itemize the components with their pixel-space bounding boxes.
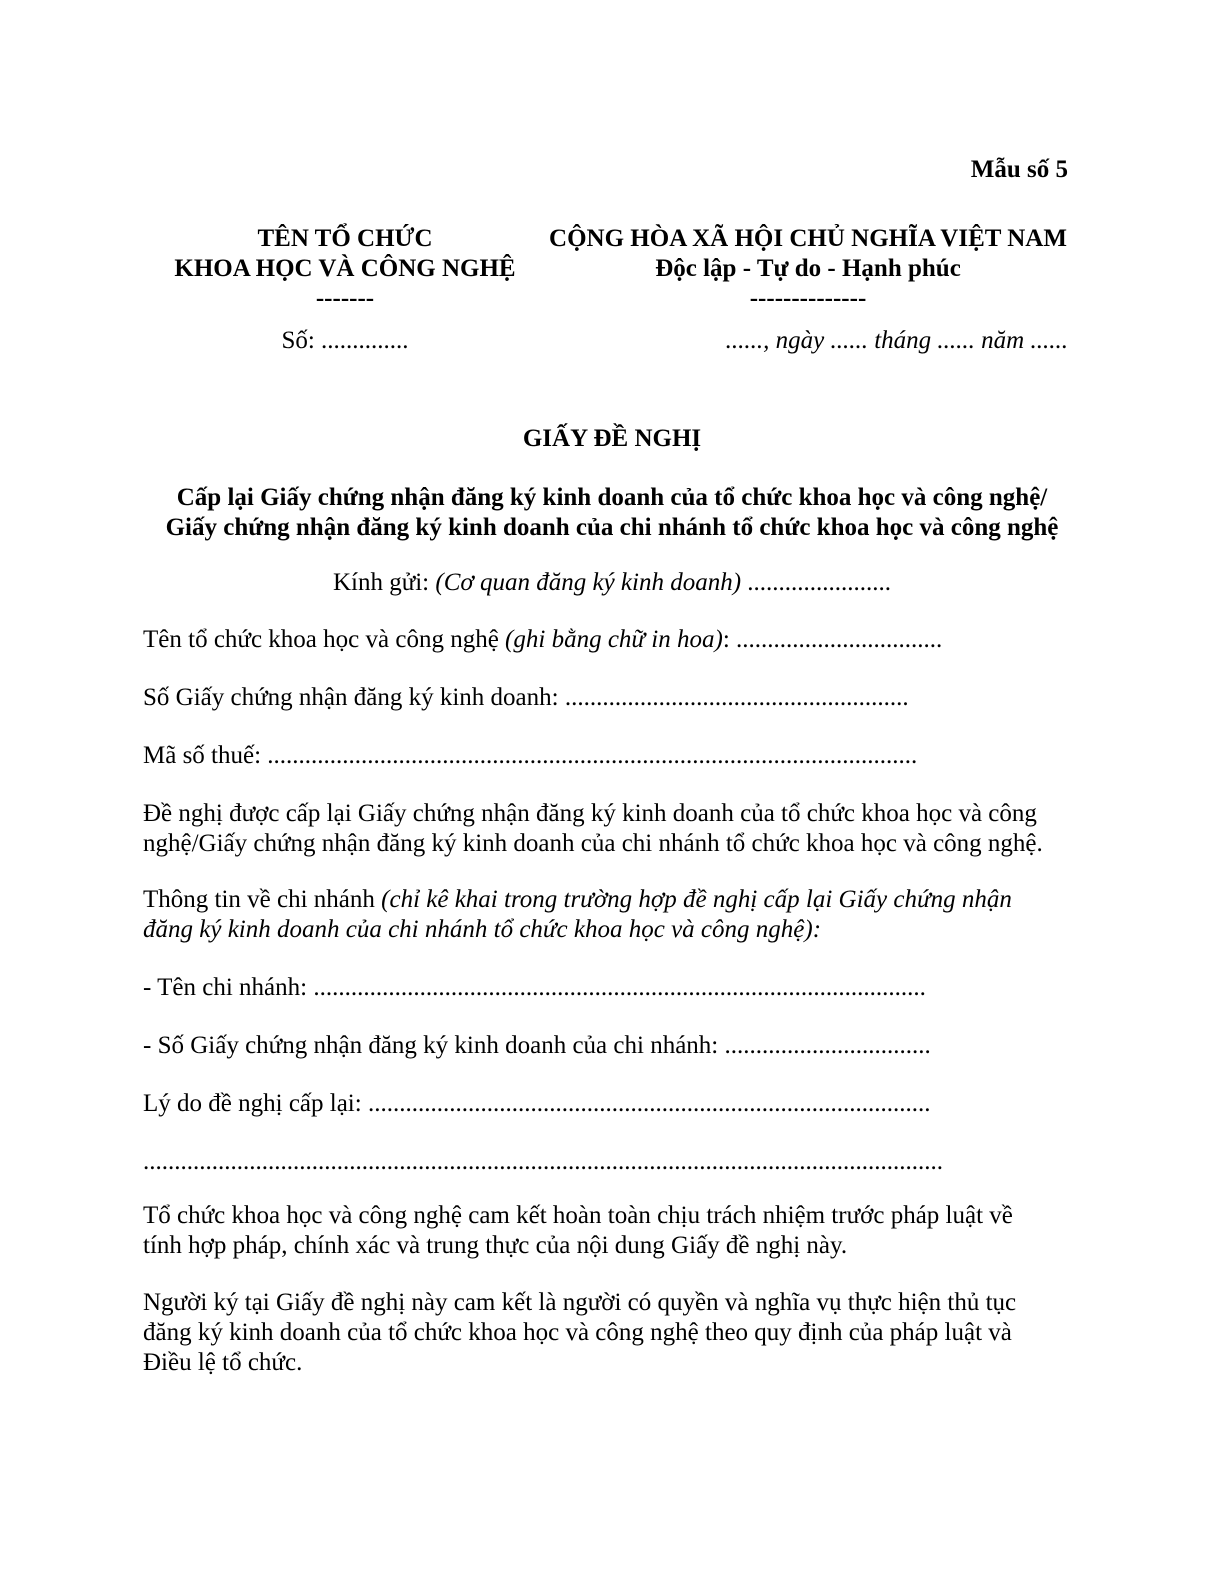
org-name-field bbox=[143, 625, 1083, 655]
commitment-paragraph-2 bbox=[143, 1288, 1083, 1378]
addressee bbox=[0, 568, 1224, 598]
date-line: ......, ngày ...... tháng ...... năm ...... bbox=[725, 327, 1068, 354]
reason-dots-line: ................................................................................................................................ bbox=[143, 1148, 943, 1175]
org-header-divider: ------- bbox=[315, 285, 375, 312]
branch-info-paragraph bbox=[143, 885, 1083, 945]
branch-info-note-1: (chỉ kê khai trong trường hợp đề nghị cấp lại Giấy chứng nhận bbox=[381, 886, 1012, 913]
addressee-label: Kính gửi: bbox=[332, 569, 436, 596]
branch-info-note-2: đăng ký kinh doanh của chi nhánh tổ chức khoa học và công nghệ): bbox=[143, 916, 822, 943]
org-name-dots: : ................................. bbox=[722, 626, 943, 653]
subtitle-line2: Giấy chứng nhận đăng ký kinh doanh của chi nhánh tổ chức khoa học và công nghệ bbox=[165, 514, 1059, 541]
branch-name-field: - Tên chi nhánh: .................................................................................................. bbox=[143, 974, 926, 1001]
addressee-note: (Cơ quan đăng ký kinh doanh) bbox=[435, 569, 742, 596]
org-header-line1: TÊN TỔ CHỨC bbox=[257, 225, 433, 252]
org-header-line2: KHOA HỌC VÀ CÔNG NGHỆ bbox=[174, 255, 516, 282]
commitment1-line2: tính hợp pháp, chính xác và trung thực của nội dung Giấy đề nghị này. bbox=[143, 1232, 848, 1259]
commitment1-line1: Tổ chức khoa học và công nghệ cam kết hoàn toàn chịu trách nhiệm trước pháp luật về bbox=[143, 1202, 1013, 1229]
national-title: CỘNG HÒA XÃ HỘI CHỦ NGHĨA VIỆT NAM bbox=[549, 225, 1067, 252]
document-number: Số: .............. bbox=[281, 327, 409, 354]
commitment-paragraph-1 bbox=[143, 1201, 1083, 1261]
national-header bbox=[518, 224, 1098, 314]
tax-code-field: Mã số thuế: ........................................................................................................ bbox=[143, 742, 918, 769]
subtitle-line1: Cấp lại Giấy chứng nhận đăng ký kinh doanh của tổ chức khoa học và công nghệ/ bbox=[176, 484, 1048, 511]
branch-info-label: Thông tin về chi nhánh bbox=[143, 886, 382, 913]
org-name-label: Tên tổ chức khoa học và công nghệ bbox=[143, 626, 506, 653]
org-name-note: (ghi bằng chữ in hoa) bbox=[505, 626, 723, 653]
national-motto: Độc lập - Tự do - Hạnh phúc bbox=[655, 255, 961, 282]
commitment2-line2: đăng ký kinh doanh của tổ chức khoa học và công nghệ theo quy định của pháp luật và bbox=[143, 1319, 1012, 1346]
commitment2-line3: Điều lệ tổ chức. bbox=[143, 1349, 303, 1376]
cert-number-field: Số Giấy chứng nhận đăng ký kinh doanh: ....................................................... bbox=[143, 684, 909, 711]
request-line1: Đề nghị được cấp lại Giấy chứng nhận đăng ký kinh doanh của tổ chức khoa học và công bbox=[143, 800, 1037, 827]
reason-field: Lý do đề nghị cấp lại: .......................................................................................... bbox=[143, 1090, 931, 1117]
request-line2: nghệ/Giấy chứng nhận đăng ký kinh doanh của chi nhánh tổ chức khoa học và công nghệ. bbox=[143, 830, 1043, 857]
addressee-dots: ....................... bbox=[741, 569, 892, 596]
request-paragraph bbox=[143, 799, 1083, 859]
national-divider: -------------- bbox=[749, 285, 867, 312]
branch-cert-number-field: - Số Giấy chứng nhận đăng ký kinh doanh của chi nhánh: ................................. bbox=[143, 1032, 931, 1059]
form-number: Mẫu số 5 bbox=[970, 156, 1068, 183]
document-subtitle bbox=[0, 483, 1224, 543]
organization-header bbox=[140, 224, 550, 314]
document-title: GIẤY ĐỀ NGHỊ bbox=[522, 425, 702, 452]
commitment2-line1: Người ký tại Giấy đề nghị này cam kết là người có quyền và nghĩa vụ thực hiện thủ tục bbox=[143, 1289, 1017, 1316]
